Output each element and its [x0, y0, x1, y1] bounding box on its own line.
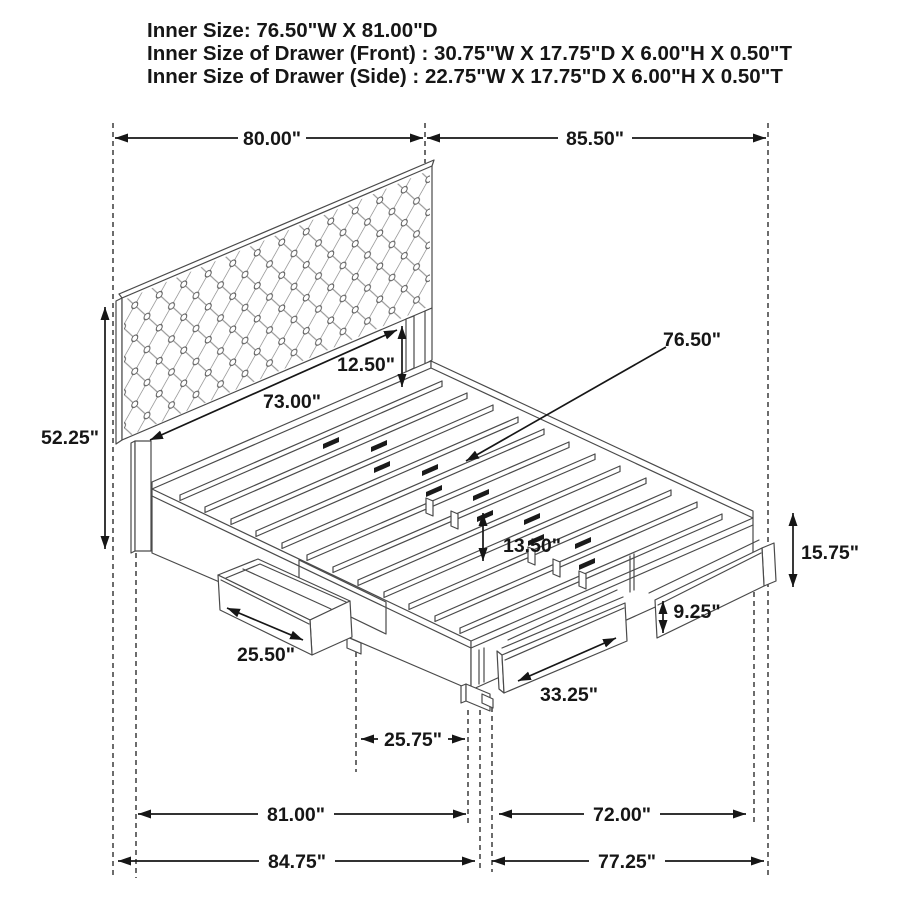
dim-headboard-width-label: 73.00" — [262, 391, 322, 413]
dim-top-width — [115, 128, 423, 150]
headboard-right-post-front — [406, 316, 414, 372]
dim-base-length-label: 72.00" — [592, 804, 652, 826]
drawer-side-size-text: Inner Size of Drawer (Side) : 22.75"W X 17.75"D X 6.00"H X 0.50"T — [147, 65, 783, 88]
dim-front-drawer-width-label: 33.25" — [539, 684, 599, 706]
side-drawer — [218, 559, 352, 655]
inner-size-text: Inner Size: 76.50"W X 81.00"D — [147, 19, 438, 42]
headboard-left-leg — [135, 441, 151, 551]
drawer-front-size-text: Inner Size of Drawer (Front) : 30.75"W X 17.75"D X 6.00"H X 0.50"T — [147, 42, 792, 65]
dim-top-length-label: 85.50" — [565, 128, 625, 150]
dim-headboard-height-label: 52.25" — [40, 427, 100, 449]
headboard-right-post-back — [425, 308, 432, 364]
dim-side-height-label: 15.75" — [800, 542, 860, 564]
dim-leg-spacing-label: 25.75" — [383, 729, 443, 751]
dim-side-drawer-width-label: 25.50" — [236, 644, 296, 666]
dim-leg-spacing — [361, 729, 465, 751]
dim-overall-width — [118, 851, 475, 873]
dim-base-length — [499, 804, 746, 826]
dim-headboard-to-deck-label: 12.50" — [336, 354, 396, 376]
dim-slat-span-label: 76.50" — [662, 329, 722, 351]
dim-top-width-label: 80.00" — [242, 128, 302, 150]
dim-base-width-label: 81.00" — [266, 804, 326, 826]
dim-overall-length — [492, 851, 764, 873]
headboard-side-face — [116, 298, 122, 444]
bed-drawing — [100, 140, 776, 711]
front-left-leg-side — [461, 684, 466, 703]
dim-base-width — [138, 804, 466, 826]
dim-deck-height-label: 13.50" — [502, 535, 562, 557]
dim-overall-width-label: 84.75" — [267, 851, 327, 873]
dim-drawer-front-height-label: 9.25" — [673, 601, 721, 623]
dim-overall-length-label: 77.25" — [597, 851, 657, 873]
title-block — [147, 19, 792, 88]
dim-side-height — [793, 513, 859, 587]
dim-top-length — [427, 128, 766, 150]
dim-headboard-height — [41, 307, 105, 549]
